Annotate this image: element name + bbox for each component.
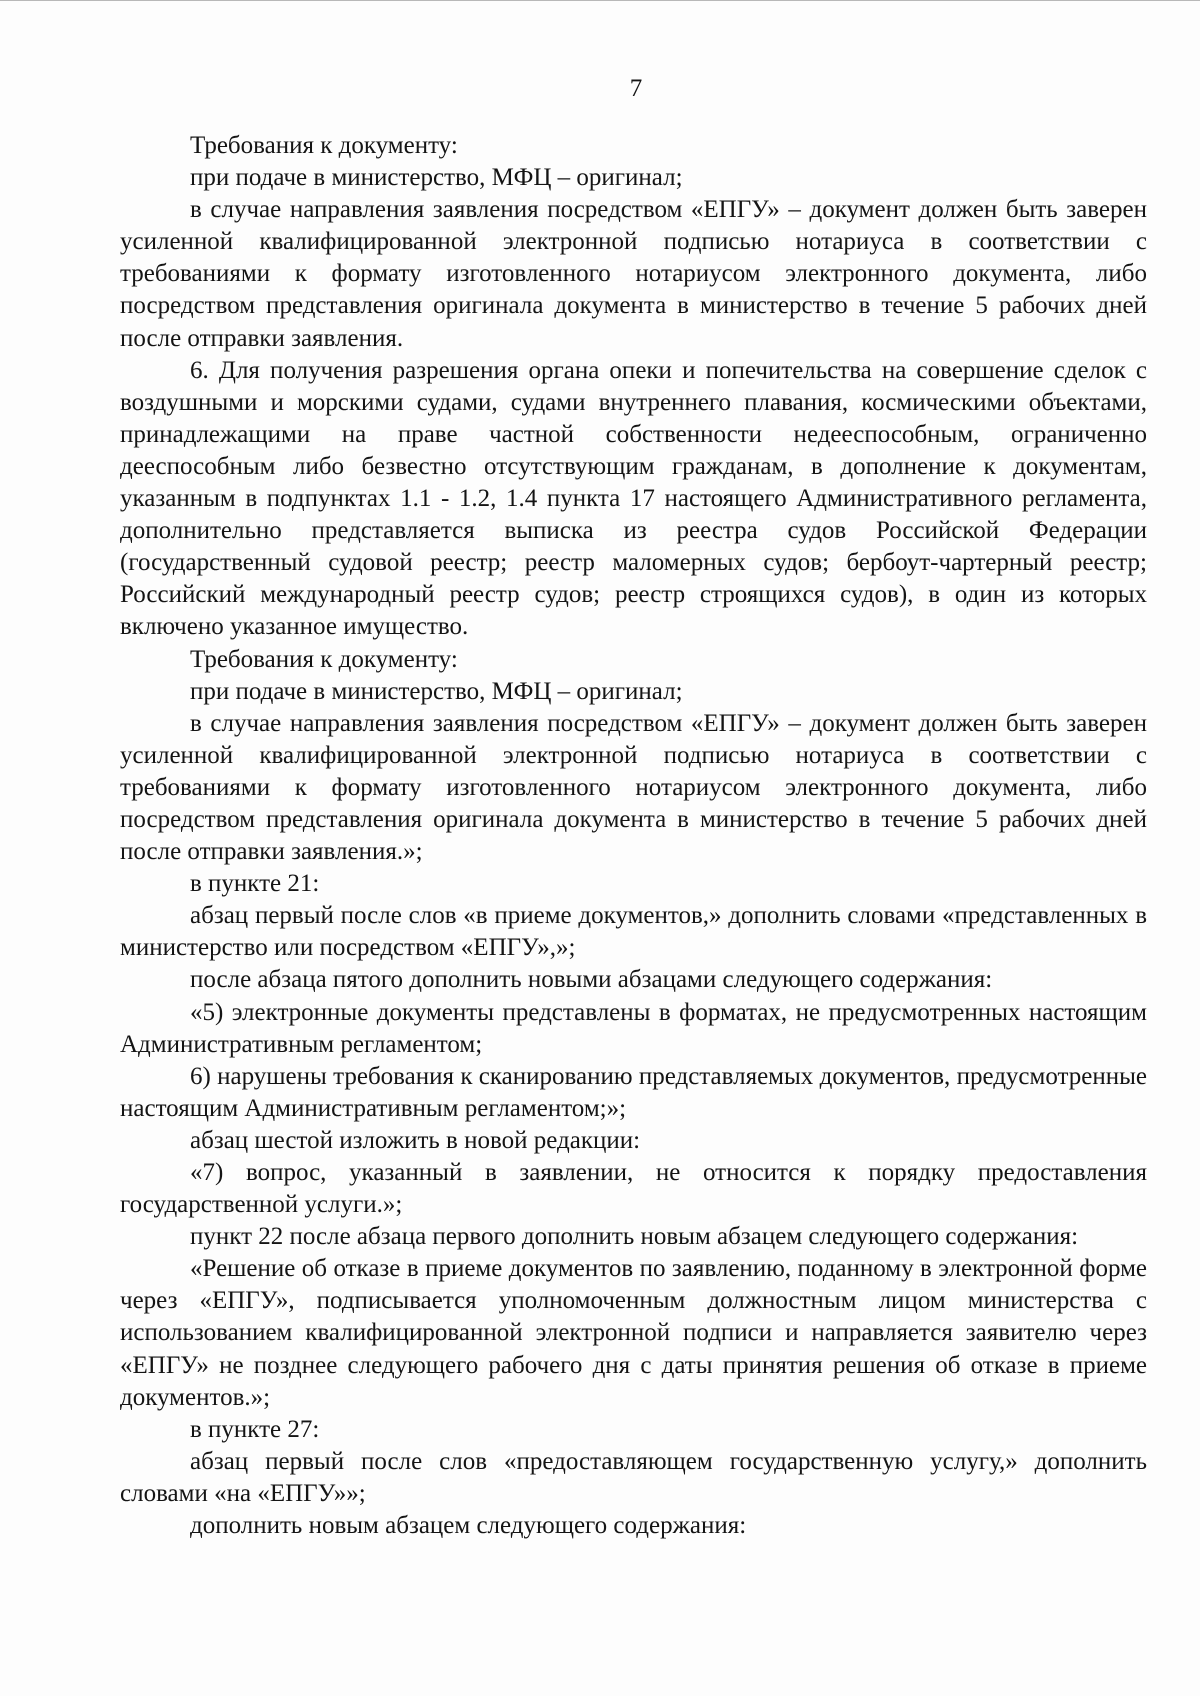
paragraph-submission-original: при подаче в министерство, МФЦ – оригинал; (190, 164, 683, 192)
paragraph-first-addition: абзац первый после слов «в приеме документов,» дополнить словами «представленных в министерство или посредством «ЕПГУ»,»; (120, 902, 1147, 962)
paragraph-point-22: пункт 22 после абзаца первого дополнить новым абзацем следующего содержания: (190, 1223, 1079, 1251)
paragraph-item-7-question: «7) вопрос, указанный в заявлении, не относится к порядку предоставления государственной услуги.»; (120, 1159, 1147, 1219)
paragraph-epgu-signature: в случае направления заявления посредством «ЕПГУ» – документ должен быть заверен усиленной квалифицированной электронной подписью нотариуса в соответствии с требованиями к формату изготовленного нотариусом электронного документа, либо посредством представления оригинала документа в министерство в течение 5 рабочих дней после отправки заявления.»; (120, 709, 1147, 866)
paragraph-first-epgu-addition: абзац первый после слов «предоставляющем государственную услугу,» дополнить словами «на «ЕПГУ»»; (120, 1447, 1147, 1507)
paragraph-point-21: в пункте 21: (190, 870, 320, 898)
paragraph-point-27: в пункте 27: (190, 1415, 320, 1443)
paragraph-item-5-formats: «5) электронные документы представлены в форматах, не предусмотренных настоящим Административным регламентом; (120, 998, 1147, 1058)
paragraph-new-paragraph: дополнить новым абзацем следующего содержания: (190, 1512, 747, 1540)
paragraph-item-6-scanning: 6) нарушены требования к сканированию представляемых документов, предусмотренные настоящим Административным регламентом;»; (120, 1062, 1147, 1122)
paragraph-requirements-heading: Требования к документу: (190, 645, 458, 673)
paragraph-refusal-decision: «Решение об отказе в приеме документов по заявлению, поданному в электронной форме через «ЕПГУ», подписывается уполномоченным должностным лицом министерства с использованием квалифицированной электронной подписи и направляется заявителю через «ЕПГУ» не позднее следующего рабочего дня с даты принятия решения об отказе в приеме документов.»; (120, 1255, 1147, 1411)
paragraph-sixth-new-edition: абзац шестой изложить в новой редакции: (190, 1126, 641, 1154)
paragraph-epgu-signature: в случае направления заявления посредством «ЕПГУ» – документ должен быть заверен усиленной квалифицированной электронной подписью нотариуса в соответствии с требованиями к формату изготовленного нотариусом электронного документа, либо посредством представления оригинала документа в министерство в течение 5 рабочих дней после отправки заявления. (120, 196, 1147, 352)
scan-edge-line (0, 0, 1200, 1)
paragraph-after-fifth: после абзаца пятого дополнить новыми абзацами следующего содержания: (190, 966, 993, 994)
document-body (120, 130, 1147, 1542)
page-number: 7 (629, 75, 643, 102)
paragraph-submission-original: при подаче в министерство, МФЦ – оригинал; (190, 677, 683, 705)
paragraph-item-6-vessels: 6. Для получения разрешения органа опеки и попечительства на совершение сделок с воздушными и морскими судами, судами внутреннего плавания, космическими объектами, принадлежащими на праве частной собственности недееспособным, ограниченно дееспособным либо безвестно отсутствующим гражданам, в дополнение к документам, указанным в подпунктах 1.1 - 1.2, 1.4 пункта 17 настоящего Административного регламента, дополнительно представляется выписка из реестра судов Российской Федерации (государственный судовой реестр; реестр маломерных судов; бербоут-чартерный реестр; Российский международный реестр судов; реестр строящихся судов), в один из которых включено указанное имущество. (120, 356, 1147, 641)
paragraph-requirements-heading: Требования к документу: (190, 132, 458, 159)
